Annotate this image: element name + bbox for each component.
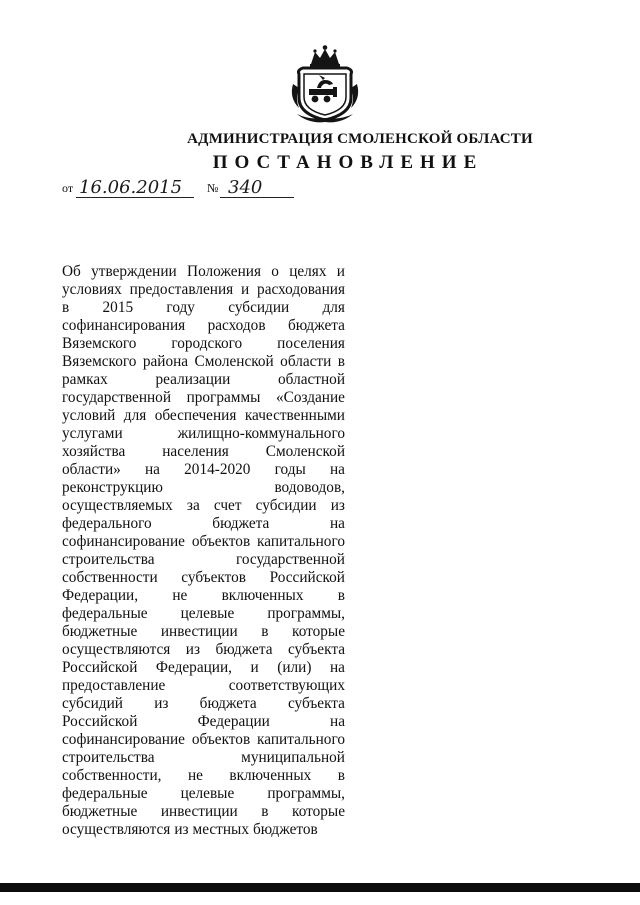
title-line: хозяйства населения Смоленской	[62, 443, 345, 460]
title-line: федерального бюджета на	[62, 515, 345, 532]
organization-name: АДМИНИСТРАЦИЯ СМОЛЕНСКОЙ ОБЛАСТИ	[187, 131, 533, 147]
title-line: софинансирование объектов капитального	[62, 533, 345, 550]
title-line: предоставление соответствующих	[62, 677, 345, 694]
title-line: софинансирование объектов капитального	[62, 731, 345, 748]
title-line: услугами жилищно-коммунального	[62, 425, 345, 442]
title-line: осуществляются из местных бюджетов	[62, 821, 318, 838]
title-line: строительства муниципальной	[62, 749, 345, 766]
title-line: осуществляемых за счет субсидии из	[62, 497, 345, 514]
title-line: федеральные целевые программы,	[62, 605, 345, 622]
title-line: осуществляются из бюджета субъекта	[62, 641, 345, 658]
title-line: субсидий из бюджета субъекта	[62, 695, 345, 712]
document-date: 16.06.2015	[79, 177, 183, 198]
title-line: Российской Федерации на	[62, 713, 345, 730]
document-number: 340	[228, 177, 263, 198]
title-line: собственности субъектов Российской	[62, 569, 345, 586]
title-line: бюджетные инвестиции в которые	[62, 803, 345, 820]
title-line: государственной программы «Создание	[62, 389, 345, 406]
title-line: условиях предоставления и расходования	[62, 281, 345, 298]
number-prefix: №	[207, 181, 219, 195]
document-type: ПОСТАНОВЛЕНИЕ	[212, 152, 484, 173]
title-line: Федерации, не включенных в	[62, 587, 345, 604]
title-line: рамках реализации областной	[62, 371, 345, 388]
title-line: Российской Федерации, и (или) на	[62, 659, 345, 676]
page-bottom-border	[0, 883, 640, 892]
title-line: строительства государственной	[62, 551, 345, 568]
coat-of-arms-icon	[289, 44, 361, 124]
date-prefix: от	[62, 181, 74, 195]
title-line: собственности, не включенных в	[62, 767, 345, 784]
title-line: бюджетные инвестиции в которые	[62, 623, 345, 640]
title-line: реконструкцию водоводов,	[62, 479, 345, 496]
document-title	[62, 263, 345, 839]
title-line: в 2015 году субсидии для	[62, 299, 345, 316]
title-line: Об утверждении Положения о целях и	[62, 263, 345, 280]
title-line: условий для обеспечения качественными	[62, 407, 345, 424]
title-line: Вяземского городского поселения	[62, 335, 345, 352]
title-line: Вяземского района Смоленской области в	[62, 353, 345, 370]
title-line: софинансирования расходов бюджета	[62, 317, 345, 334]
title-line: федеральные целевые программы,	[62, 785, 345, 802]
registration-line	[62, 175, 302, 201]
title-line: области» на 2014-2020 годы на	[62, 461, 345, 478]
